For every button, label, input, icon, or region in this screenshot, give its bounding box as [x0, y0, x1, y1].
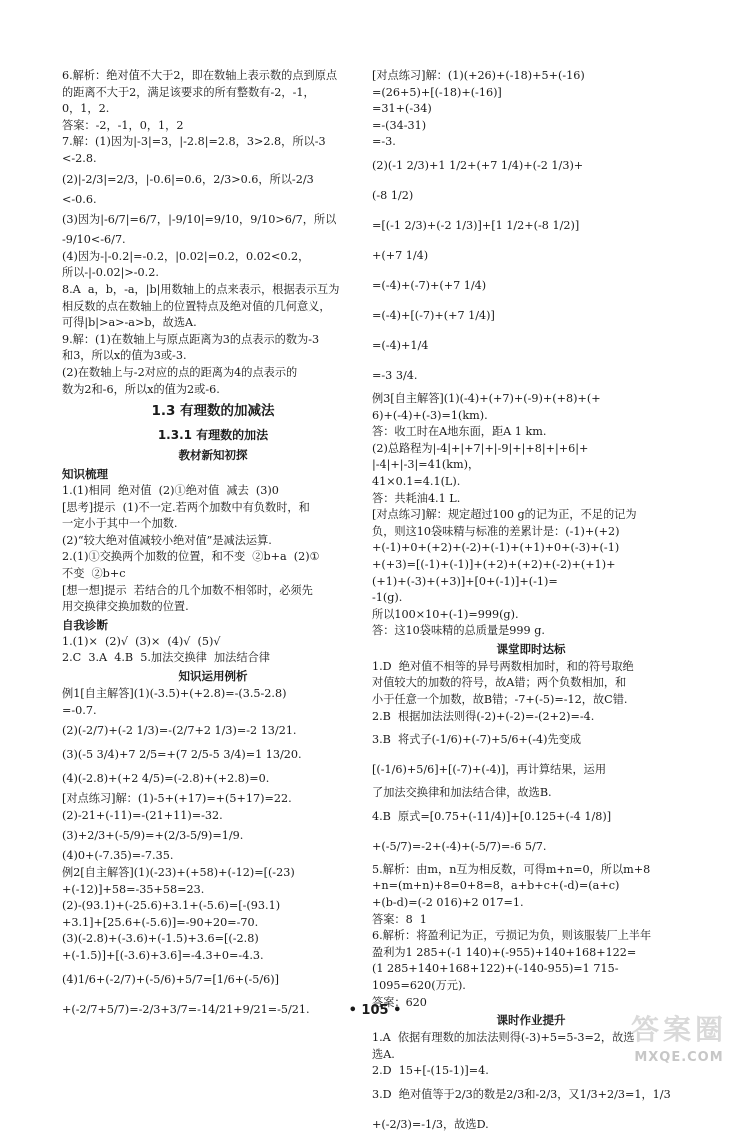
text-line: +(-1)+0+(+2)+(-2)+(-1)+(+1)+0+(-3)+(-1) [372, 541, 620, 555]
text-line: [对点练习]解：(1)-5+(+17)=+(5+17)=22. [62, 792, 292, 806]
text-line: (1 285+140+168+122)+(-140-955)=1 715- [372, 962, 619, 976]
text-line: 6.解析：将盈利记为正，亏损记为负，则该服装厂上半年 [372, 929, 652, 943]
text-line: 8.A a，b，-a，|b|用数轴上的点来表示，根据表示互为 [62, 282, 340, 296]
text-line: =(26+5)+[(-18)+(-16)] [372, 85, 502, 99]
text-line: <-0.6. [62, 192, 97, 206]
text-line: 可得|b|>a>-a>b，故选A. [62, 316, 197, 330]
page-number: • 105 • [348, 1003, 402, 1018]
watermark-site: MXQE.COM [634, 1050, 724, 1065]
text-line: 所以-|-0.02|>-0.2. [62, 266, 159, 280]
text-line: 0，1，2. [62, 102, 110, 116]
text-line: (3)+2/3+(-5/9)=+(2/3-5/9)=1/9. [62, 829, 244, 843]
text-line: 例1[自主解答](1)(-3.5)+(+2.8)=-(3.5-2.8) [62, 687, 287, 701]
text-line: 3.B 将式子(-1/6)+(-7)+5/6+(-4)先变成 [372, 733, 582, 747]
text-line: 负，则这10袋味精与标准的差累计是：(-1)+(+2) [372, 524, 620, 538]
text-line: 1.D 绝对值不相等的异号两数相加时，和的符号取绝 [372, 659, 634, 673]
text-line: (2)总路程为|-4|+|+7|+|-9|+|+8|+|+6|+ [372, 441, 589, 455]
text-line: (2)(-1 2/3)+1 1/2+(+7 1/4)+(-2 1/3)+ [372, 158, 584, 172]
text-line: [对点练习]解：(1)(+26)+(-18)+5+(-16) [372, 69, 585, 82]
watermark-logo: 答案圈 [630, 1013, 727, 1046]
subsection-title: 1.3.1 有理数的加法 [157, 428, 269, 443]
text-line: =-3. [372, 135, 396, 149]
text-line: (2)-21+(-11)=-(21+11)=-32. [62, 808, 223, 822]
text-line: 1.A 依据有理数的加法法则得(-3)+5=5-3=2，故选 [372, 1031, 635, 1045]
text-line: [思考]提示 (1)不一定.若两个加数中有负数时，和 [62, 500, 310, 514]
text-line: (2)(-2/7)+(-2 1/3)=-(2/7+2 1/3)=-2 13/21. [62, 724, 297, 738]
text-line: +(b-d)=(-2 016)+2 017=1. [372, 896, 524, 910]
text-line: 对值较大的加数的符号，故A错；两个负数相加，和 [372, 676, 627, 690]
block-title-textbook: 教材新知初探 [178, 448, 248, 463]
block-title-drill: 课堂即时达标 [496, 641, 566, 656]
text-line: (+1)+(-3)+(+3)]+[0+(-1)]+(-1)= [372, 574, 558, 588]
text-line: 41×0.1=4.1(L). [372, 474, 461, 488]
text-line: +(-2/7+5/7)=-2/3+3/7=-14/21+9/21=-5/21. [62, 1002, 310, 1016]
text-line: -1(g). [372, 591, 403, 605]
text-line: 7.解：(1)因为|-3|=3，|-2.8|=2.8，3>2.8，所以-3 [62, 135, 326, 149]
text-line: [想一想]提示 若结合的几个加数不相邻时，必须先 [62, 583, 313, 597]
text-line: [(-1/6)+5/6]+[(-7)+(-4)]，再计算结果，运用 [372, 763, 607, 777]
watermark [612, 1010, 744, 1070]
text-line: 2.D 15+[-(15-1)]=4. [372, 1064, 489, 1078]
text-line: (4)0+(-7.35)=-7.35. [62, 849, 174, 863]
text-line: (4)1/6+(-2/7)+(-5/6)+5/7=[1/6+(-5/6)] [62, 972, 280, 986]
text-line: (3)(-5 3/4)+7 2/5=+(7 2/5-5 3/4)=1 13/20. [62, 748, 302, 762]
text-line: 选A. [372, 1047, 395, 1061]
text-line: 所以100×10+(-1)=999(g). [372, 607, 519, 621]
text-line: 答案：8 1 [372, 912, 427, 926]
heading-selfcheck: 自我诊断 [62, 617, 108, 632]
text-line: =-(34-31) [372, 118, 427, 132]
heading-knowledge: 知识梳理 [62, 467, 108, 482]
text-line: -9/10<-6/7. [62, 233, 126, 247]
knowledge-lines [62, 483, 364, 616]
text-line: 答案：-2，-1，0，1，2 [62, 118, 184, 132]
text-line: 2.C 3.A 4.B 5.加法交换律 加法结合律 [62, 651, 270, 665]
drill-lines [372, 659, 690, 1011]
text-line: 相反数的点在数轴上的位置特点及绝对值的几何意义， [62, 299, 331, 313]
text-line: 数为2和-6，所以x的值为2或-6. [62, 382, 220, 396]
text-line: (2)在数轴上与-2对应的点的距离为4的点表示的 [62, 365, 298, 379]
text-line: +(+7 1/4) [372, 248, 429, 262]
text-line: +n=(m+n)+8=0+8=8，a+b+c+(-d)=(a+c) [372, 879, 620, 893]
block-title-examples: 知识运用例析 [178, 669, 248, 684]
text-line: 6)+(-4)+(-3)=1(km). [372, 408, 488, 422]
text-line: 1.(1)× (2)√ (3)× (4)√ (5)√ [62, 634, 221, 648]
text-line: 2.B 根据加法法则得(-2)+(-2)=-(2+2)=-4. [372, 709, 595, 723]
text-line: 答案：620 [372, 995, 427, 1009]
text-line: 4.B 原式=[0.75+(-11/4)]+[0.125+(-4 1/8)] [372, 809, 612, 823]
text-line: 盈利为1 285+(-1 140)+(-955)+140+168+122= [372, 945, 637, 959]
left-column [62, 68, 364, 1025]
right-practice-lines [372, 68, 690, 640]
block-title-homework: 课时作业提升 [496, 1013, 566, 1028]
text-line: +(-1.5)]+[(-3.6)+3.6]=-4.3+0=-4.3. [62, 948, 264, 962]
text-line: 5.解析：由m，n互为相反数，可得m+n=0，所以m+8 [372, 862, 651, 876]
text-line: 的距离不大于2，满足该要求的所有整数有-2，-1， [62, 85, 315, 99]
text-line: 用交换律交换加数的位置. [62, 600, 189, 614]
text-line: +(-2/3)=-1/3，故选D. [372, 1117, 489, 1131]
text-line: 和3，所以x的值为3或-3. [62, 349, 187, 363]
section-title: 1.3 有理数的加减法 [151, 403, 275, 420]
text-line: +3.1]+[25.6+(-5.6)]=-90+20=-70. [62, 915, 259, 929]
text-line: 例3[自主解答](1)(-4)+(+7)+(-9)+(+8)+(+ [372, 391, 601, 405]
text-line: 答：共耗油4.1 L. [372, 491, 461, 505]
text-line: =-3 3/4. [372, 368, 418, 382]
text-line: (2)“较大绝对值减较小绝对值”是减法运算. [62, 533, 272, 547]
text-line: 小于任意一个加数，故B错；-7+(-5)=-12，故C错. [372, 693, 628, 707]
selfcheck-lines [62, 634, 364, 667]
text-line: =31+(-34) [372, 102, 432, 116]
text-line: 了加法交换律和加法结合律，故选B. [372, 786, 552, 800]
text-line: =-0.7. [62, 703, 97, 717]
example-lines [62, 686, 364, 1025]
text-line: =(-4)+[(-7)+(+7 1/4)] [372, 308, 495, 322]
text-line: +(-12)]+58=-35+58=23. [62, 882, 205, 896]
text-line: <-2.8. [62, 151, 97, 165]
text-line: +(-5/7)=-2+(-4)+(-5/7)=-6 5/7. [372, 839, 547, 853]
text-line: (3)(-2.8)+(-3.6)+(-1.5)+3.6=[(-2.8) [62, 932, 259, 946]
text-line: (4)因为-|-0.2|=-0.2，|0.02|=0.2，0.02<0.2， [62, 249, 310, 263]
text-line: +(+3)=[(-1)+(-1)]+(+2)+(+2)+(-2)+(+1)+ [372, 557, 616, 571]
text-line: 2.(1)①交换两个加数的位置，和不变 ②b+a (2)① [62, 550, 320, 564]
text-line: 3.D 绝对值等于2/3的数是2/3和-2/3，又1/3+2/3=1，1/3 [372, 1087, 671, 1101]
text-line: 不变 ②b+c [62, 567, 126, 581]
text-line: [对点练习]解：规定超过100 g的记为正，不足的记为 [372, 508, 637, 522]
text-line: =(-4)+1/4 [372, 338, 429, 352]
text-line: (2)-(93.1)+(-25.6)+3.1+(-5.6)=[-(93.1) [62, 899, 281, 913]
text-line: (-8 1/2) [372, 188, 414, 202]
text-line: =[(-1 2/3)+(-2 1/3)]+[1 1/2+(-8 1/2)] [372, 218, 580, 232]
text-line: 9.解：(1)在数轴上与原点距离为3的点表示的数为-3 [62, 332, 320, 346]
text-line: 6.解析：绝对值不大于2，即在数轴上表示数的点到原点 [62, 69, 338, 82]
text-line: (4)(-2.8)+(+2 4/5)=(-2.8)+(+2.8)=0. [62, 772, 270, 786]
text-line: 答：收工时在A地东面，距A 1 km. [372, 425, 547, 439]
right-column [372, 68, 690, 1140]
text-line: 1.(1)相同 绝对值 (2)①绝对值 减去 (3)0 [62, 484, 279, 498]
text-line: (2)|-2/3|=2/3，|-0.6|=0.6，2/3>0.6，所以-2/3 [62, 172, 314, 186]
text-line: 一定小于其中一个加数. [62, 517, 178, 531]
text-line: 答：这10袋味精的总质量是999 g. [372, 624, 545, 638]
left-intro-lines [62, 68, 364, 398]
text-line: (3)因为|-6/7|=6/7，|-9/10|=9/10，9/10>6/7，所以 [62, 213, 337, 227]
text-line: |-4|+|-3|=41(km)， [372, 458, 480, 472]
text-line: =(-4)+(-7)+(+7 1/4) [372, 278, 487, 292]
text-line: 1095=620(万元). [372, 979, 466, 992]
text-line: 例2[自主解答](1)(-23)+(+58)+(-12)=[(-23) [62, 866, 295, 879]
